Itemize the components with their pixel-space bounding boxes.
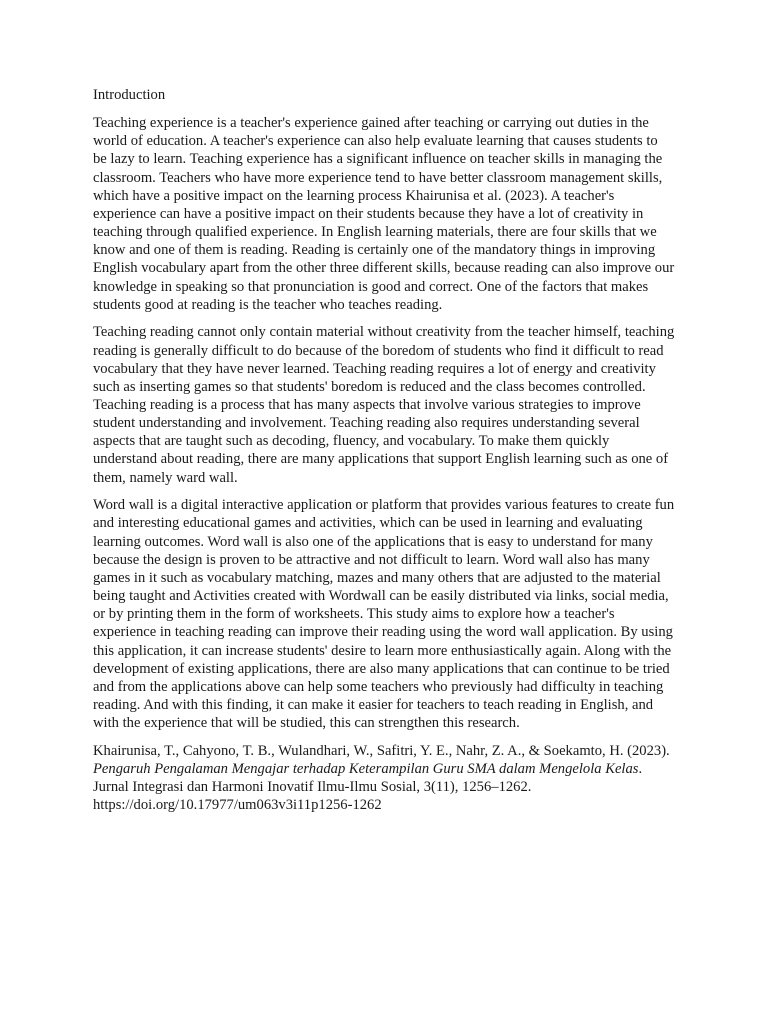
section-heading: Introduction (93, 87, 166, 103)
reference-entry (93, 742, 675, 815)
reference-authors: Khairunisa, T., Cahyono, T. B., Wulandhari, W., Safitri, Y. E., Nahr, Z. A., & Soekamto, H. (2023). (93, 742, 670, 759)
paragraph-3: Word wall is a digital interactive application or platform that provides various features to create fun and interesting educational games and activities, which can be used in learning and evaluating learning outcomes. Word wall is also one of the applications that is easy to understand for many because the design is proven to be attractive and not difficult to learn. Word wall also has many games in it such as vocabulary matching, mazes and many others that are adjusted to the material being taught and Activities created with Wordwall can be easily distributed via links, social media, or by printing them in the form of worksheets. This study aims to explore how a teacher's experience in teaching reading can improve their reading using the word wall application. By using this application, it can increase students' desire to learn more enthusiastically again. Along with the development of existing applications, there are also many applications that can continue to be tried and from the applications above can help some teachers who previously had difficulty in teaching reading. And with this finding, it can make it easier for teachers to teach reading in English, and with the experience that will be studied, this can strengthen this research. (93, 497, 675, 732)
reference-title: Pengaruh Pengalaman Mengajar terhadap Keterampilan Guru SMA dalam Mengelola Kelas (93, 760, 639, 777)
reference-source: . Jurnal Integrasi dan Harmoni Inovatif Ilmu-Ilmu Sosial, 3(11), 1256–1262. https://doi.org/10.17977/um063v3i11p1256-1262 (93, 760, 643, 814)
paragraph-2: Teaching reading cannot only contain material without creativity from the teacher himself, teaching reading is generally difficult to do because of the boredom of students who find it difficult to read vocabulary that they have never learned. Teaching reading requires a lot of energy and creativity such as inserting games so that students' boredom is reduced and the class becomes controlled. Teaching reading is a process that has many aspects that involve various strategies to improve student understanding and involvement. Teaching reading also requires understanding several aspects that are taught such as decoding, fluency, and vocabulary. To make them quickly understand about reading, there are many applications that support English learning such as one of them, namely ward wall. (93, 324, 675, 486)
document-page (93, 86, 675, 814)
paragraph-1: Teaching experience is a teacher's experience gained after teaching or carrying out duties in the world of education. A teacher's experience can also help evaluate learning that causes students to be lazy to learn. Teaching experience has a significant influence on teacher skills in managing the classroom. Teachers who have more experience tend to have better classroom management skills, which have a positive impact on the learning process Khairunisa et al. (2023). A teacher's experience can have a positive impact on their students because they have a lot of creativity in teaching through qualified experience. In English learning materials, there are four skills that we know and one of them is reading. Reading is certainly one of the mandatory things in improving English vocabulary apart from the other three different skills, because reading can also improve our knowledge in speaking so that pronunciation is good and correct. One of the factors that makes students good at reading is the teacher who teaches reading. (93, 115, 675, 313)
